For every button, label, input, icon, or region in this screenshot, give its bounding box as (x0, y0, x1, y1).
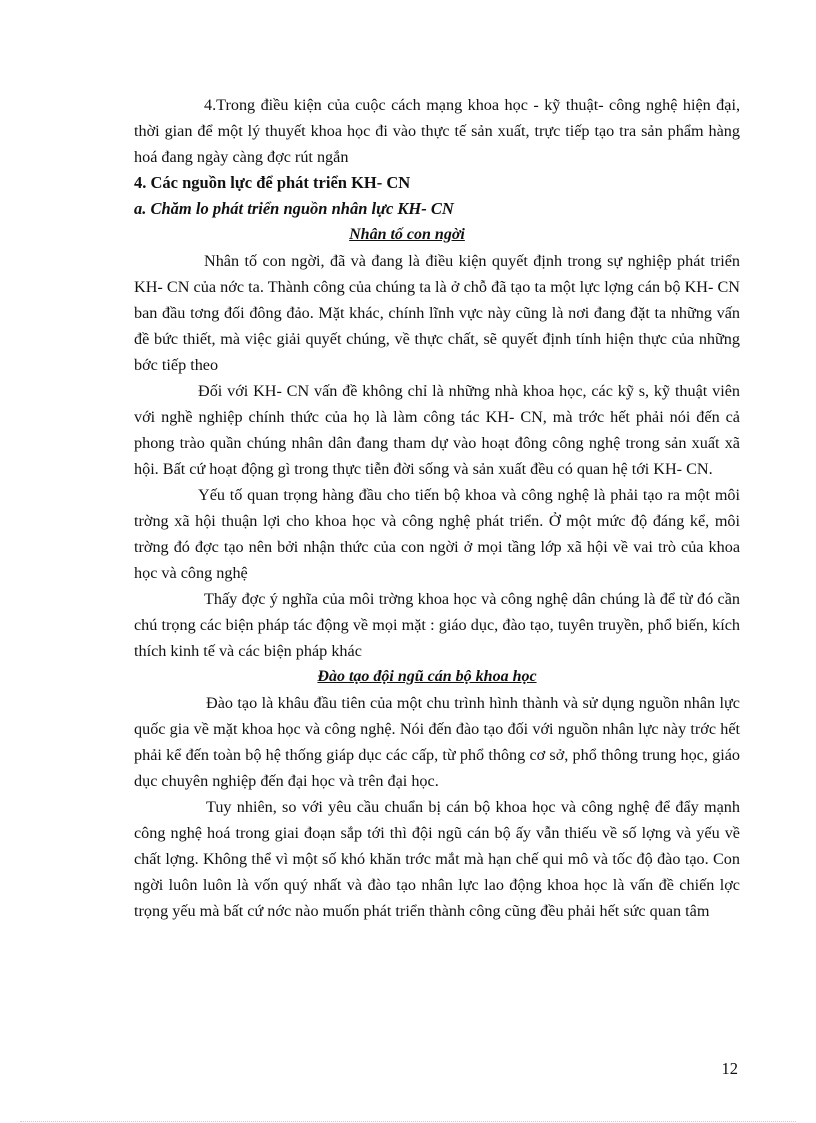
subsection-heading: a. Chăm lo phát triển nguồn nhân lực KH- CN (134, 199, 454, 218)
section-heading: 4. Các nguồn lực để phát triển KH- CN (134, 173, 411, 192)
paragraph-5: Thấy đợc ý nghĩa của môi trờng khoa học và công nghệ dân chúng là để từ đó cần chú trọng các biện pháp tác động về mọi mặt : giáo dục, đào tạo, tuyên truyền, phổ biến, kích thích kinh tế và các biện pháp khác (134, 590, 740, 660)
paragraph-6: Đào tạo là khâu đầu tiên của một chu trình hình thành và sử dụng nguồn nhân lực quốc gia về mặt khoa học và công nghệ. Nói đến đào tạo đối với nguồn nhân lực này trớc hết phải kể đến toàn bộ hệ thống giáp dục các cấp, từ phổ thông cơ sở, phổ thông trung học, giáo dục chuyên nghiệp đến đại học và trên đại học. (134, 694, 740, 790)
page-body (134, 92, 740, 924)
page-number: 12 (721, 1059, 738, 1078)
paragraph-7: Tuy nhiên, so với yêu cầu chuẩn bị cán bộ khoa học và công nghệ để đẩy mạnh công nghệ hoá trong giai đoạn sắp tới thì đội ngũ cán bộ ấy vẫn thiếu về số lợng và yếu về chất lợng. Không thể vì một số khó khăn trớc mắt mà hạn chế qui mô và tốc độ đào tạo. Con ngời luôn luôn là vốn quý nhất và đào tạo nhân lực lao động khoa học là vấn đề chiến lợc trọng yếu mà bất cứ nớc nào muốn phát triển thành công cũng đều phải hết sức quan tâm (134, 798, 740, 920)
paragraph-2: Nhân tố con ngời, đã và đang là điều kiện quyết định trong sự nghiệp phát triển KH- CN của nớc ta. Thành công của chúng ta là ở chỗ đã tạo ta một lực lợng cán bộ KH- CN ban đầu tơng đối đông đảo. Mặt khác, chính lĩnh vực này cũng là nơi đang đặt ta những vấn đề bức thiết, mà việc giải quyết chúng, về thực chất, sẽ quyết định tính hiện thực của những bớc tiếp theo (134, 252, 740, 374)
subheading-human-factor: Nhân tố con ngời (349, 226, 465, 243)
paragraph-4: Yếu tố quan trọng hàng đầu cho tiến bộ khoa và công nghệ là phải tạo ra một môi trờng xã hội thuận lợi cho khoa học và công nghệ phát triển. Ở một mức độ đáng kể, môi trờng đó đợc tạo nên bởi nhận thức của con ngời ở mọi tầng lớp xã hội về vai trò của khoa học và công nghệ (134, 486, 740, 582)
paragraph-1: 4.Trong điều kiện của cuộc cách mạng khoa học - kỹ thuật- công nghệ hiện đại, thời gian để một lý thuyết khoa học đi vào thực tế sản xuất, trực tiếp tạo tra sản phẩm hàng hoá đang ngày càng đợc rút ngắn (134, 96, 740, 166)
paragraph-3: Đối với KH- CN vấn đề không chỉ là những nhà khoa học, các kỹ s, kỹ thuật viên với nghề nghiệp chính thức của họ là làm công tác KH- CN, mà trớc hết phải nói đến cả phong trào quần chúng nhân dân đang tham dự vào hoạt đông công nghệ trong sản xuất xã hội. Bất cứ hoạt động gì trong thực tiễn đời sống và sản xuất đều có quan hệ tới KH- CN. (134, 382, 740, 478)
page-bottom-border (20, 1121, 796, 1122)
subheading-training: Đào tạo đội ngũ cán bộ khoa học (317, 668, 537, 685)
